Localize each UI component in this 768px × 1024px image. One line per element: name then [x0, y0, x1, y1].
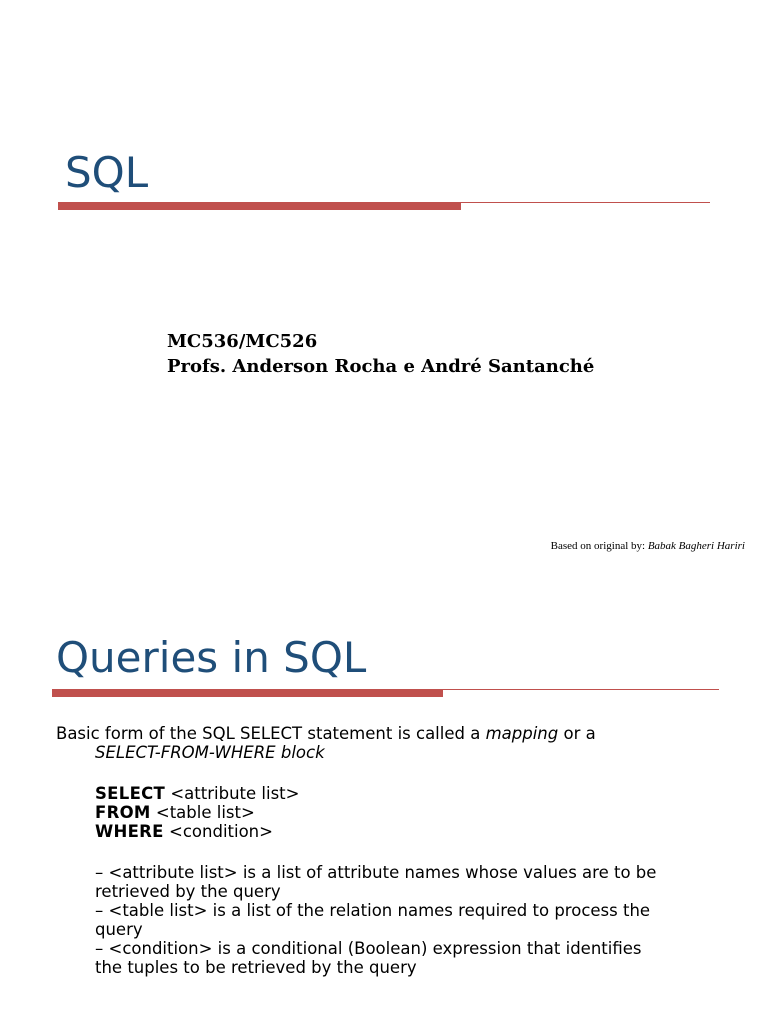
desc-table-list: – <table list> is a list of the relation names required to process the	[95, 901, 651, 920]
desc-attribute-list-cont: retrieved by the query	[95, 882, 281, 901]
where-line	[56, 822, 736, 841]
intro-mapping: mapping	[485, 724, 559, 743]
from-value: <table list>	[155, 803, 255, 822]
title-underline-thin	[443, 689, 719, 690]
desc-table-list-cont: query	[95, 920, 143, 939]
intro-or: or a	[563, 724, 596, 743]
professors: Profs. Anderson Rocha e André Santanché	[167, 356, 595, 377]
credit-prefix: Based on original by:	[550, 540, 646, 552]
from-keyword: FROM	[95, 803, 151, 822]
desc-attribute-list: – <attribute list> is a list of attribute names whose values are to be	[95, 863, 657, 882]
credit-author: Babak Bagheri Hariri	[647, 540, 745, 552]
desc-condition-cont: the tuples to be retrieved by the query	[95, 958, 417, 977]
queries-slide	[0, 600, 768, 1024]
credit-line	[551, 540, 745, 552]
intro-block: SELECT-FROM-WHERE block	[95, 743, 325, 762]
intro-text: Basic form of the SQL SELECT statement is called a	[56, 724, 481, 743]
select-value: <attribute list>	[170, 784, 300, 803]
slide-body	[56, 724, 736, 977]
title-underline-thick	[58, 202, 461, 210]
title-underline-thin	[461, 202, 710, 203]
desc-condition: – <condition> is a conditional (Boolean) expression that identifies	[95, 939, 642, 958]
where-value: <condition>	[169, 822, 273, 841]
course-info	[167, 329, 594, 379]
select-line	[56, 784, 736, 803]
intro-line	[56, 724, 736, 743]
from-line	[56, 803, 736, 822]
slide-title: Queries in SQL	[56, 633, 367, 682]
course-code: MC536/MC526	[167, 331, 318, 352]
slide-title: SQL	[65, 148, 149, 197]
title-underline-thick	[52, 689, 443, 697]
where-keyword: WHERE	[95, 822, 164, 841]
select-keyword: SELECT	[95, 784, 166, 803]
